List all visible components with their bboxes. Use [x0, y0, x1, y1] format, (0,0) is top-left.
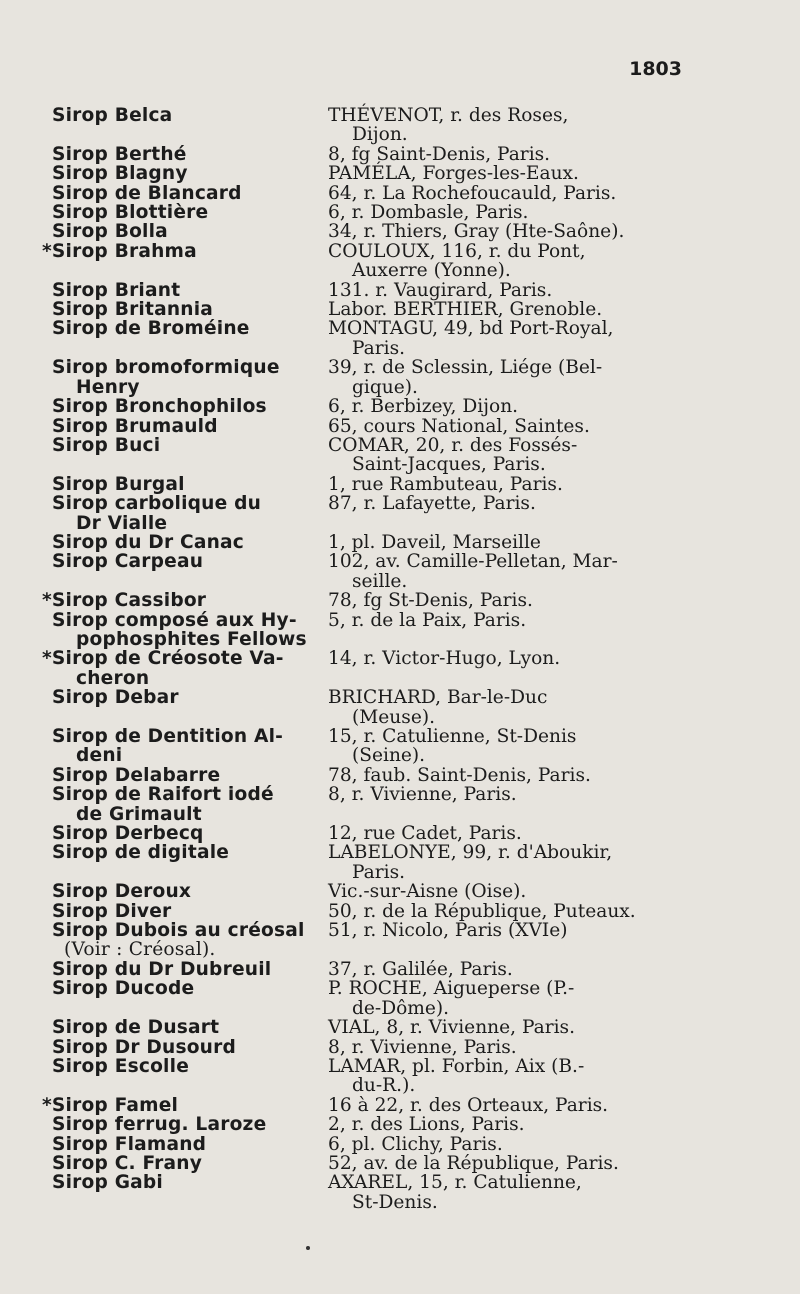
product-name-line: Sirop ferrug. Laroze [52, 1114, 267, 1136]
directory-entry [52, 979, 702, 1018]
address-line: COULOUX, 116, r. du Pont, [328, 240, 586, 262]
supplier-address [328, 436, 702, 475]
product-name-line: Sirop Brumauld [52, 415, 218, 437]
supplier-address [328, 533, 702, 552]
supplier-address [328, 1115, 702, 1134]
product-name [52, 203, 328, 222]
directory-entry [52, 727, 702, 766]
product-name [52, 1057, 328, 1096]
directory-entry [52, 397, 702, 416]
product-name-line: Sirop de Dentition Al- [52, 726, 284, 747]
product-name [52, 611, 328, 650]
product-name [52, 921, 328, 960]
product-name [52, 766, 328, 785]
supplier-address [328, 222, 702, 241]
address-line: 64, r. La Rochefoucauld, Paris. [328, 182, 617, 204]
address-line: VIAL, 8, r. Vivienne, Paris. [328, 1017, 576, 1039]
product-name [52, 319, 328, 358]
product-name [52, 1018, 328, 1037]
supplier-address [328, 902, 702, 921]
supplier-address [328, 319, 702, 358]
supplier-address [328, 591, 702, 610]
address-line: BRICHARD, Bar-le-Duc [328, 687, 548, 709]
address-line: AXAREL, 15, r. Catulienne, [328, 1172, 582, 1194]
address-line: 1, pl. Daveil, Marseille [328, 531, 541, 553]
directory-entry [52, 164, 702, 183]
product-name-line: Sirop composé aux Hy- [52, 609, 297, 631]
product-name-line: Sirop Buci [52, 434, 161, 456]
product-name-line: *Sirop Famel [42, 1094, 179, 1116]
product-name-line: Sirop bromoformique [52, 357, 280, 379]
supplier-address [328, 843, 702, 882]
product-name-line: Sirop Delabarre [52, 764, 221, 786]
product-name-line: *Sirop Cassibor [42, 590, 207, 612]
supplier-address [328, 1096, 702, 1115]
supplier-address [328, 979, 702, 1018]
product-name-line: Sirop Dr Dusourd [52, 1036, 236, 1058]
product-name [52, 417, 328, 436]
supplier-address [328, 611, 702, 650]
supplier-address [328, 494, 702, 533]
product-name-line: Sirop de Broméine [52, 318, 250, 340]
product-name [52, 1115, 328, 1134]
directory-entry [52, 1038, 702, 1057]
address-line: COMAR, 20, r. des Fossés- [328, 434, 578, 456]
directory-entry [52, 1057, 702, 1096]
product-name [52, 184, 328, 203]
directory-entry [52, 300, 702, 319]
product-name [52, 533, 328, 552]
product-name-continuation: pophosphites Fellows [76, 628, 307, 650]
product-name [52, 824, 328, 843]
directory-entry [52, 766, 702, 785]
address-continuation: (Meuse). [352, 706, 435, 728]
supplier-address [328, 164, 702, 183]
address-continuation: St-Denis. [352, 1191, 438, 1213]
product-name [42, 590, 328, 612]
product-name-line: Sirop Blottière [52, 202, 209, 224]
product-name-line: Sirop carbolique du [52, 493, 262, 515]
supplier-address [328, 766, 702, 785]
directory-entry [52, 475, 702, 494]
product-name [52, 494, 328, 533]
address-line: 8, r. Vivienne, Paris. [328, 1036, 517, 1058]
address-line: 8, r. Vivienne, Paris. [328, 784, 517, 806]
product-name-line: Sirop Briant [52, 279, 181, 301]
directory-entry [42, 590, 702, 612]
address-continuation: de-Dôme). [352, 997, 450, 1019]
product-name [52, 222, 328, 241]
product-name [52, 397, 328, 416]
address-line: Labor. BERTHIER, Grenoble. [328, 299, 603, 321]
product-name-line: *Sirop Brahma [42, 240, 197, 262]
product-name [52, 727, 328, 766]
supplier-address [328, 649, 702, 688]
product-name-continuation: deni [76, 745, 123, 767]
product-name [52, 785, 328, 824]
product-name-line: Sirop Carpeau [52, 551, 204, 573]
supplier-address [328, 145, 702, 164]
address-line: 52, av. de la République, Paris. [328, 1152, 619, 1174]
supplier-address [328, 417, 702, 436]
address-line: 87, r. Lafayette, Paris. [328, 493, 536, 515]
product-name-line: Sirop Deroux [52, 881, 192, 903]
directory-entry [52, 1173, 702, 1212]
address-line: 2, r. des Lions, Paris. [328, 1114, 525, 1136]
address-line: THÉVENOT, r. des Roses, [328, 105, 569, 126]
address-line: 34, r. Thiers, Gray (Hte-Saône). [328, 221, 625, 243]
directory-entry [52, 494, 702, 533]
product-name-line: Sirop Britannia [52, 299, 214, 321]
product-name [52, 164, 328, 183]
product-name-line: Sirop de Raifort iodé [52, 784, 274, 806]
supplier-address [328, 960, 702, 979]
product-name-line: Sirop Burgal [52, 473, 185, 495]
product-name [52, 106, 328, 145]
product-name-line: Sirop Blagny [52, 163, 188, 185]
product-name [52, 145, 328, 164]
product-name-line: Sirop Debar [52, 687, 179, 709]
supplier-address [328, 552, 702, 591]
address-continuation: (Seine). [352, 745, 426, 767]
directory-entry [52, 436, 702, 475]
product-name-line: Sirop C. Frany [52, 1152, 203, 1174]
product-name-line: Sirop Bronchophilos [52, 396, 267, 418]
product-name-line: Sirop Flamand [52, 1133, 207, 1155]
product-name [52, 843, 328, 882]
address-line: 6, pl. Clichy, Paris. [328, 1133, 503, 1155]
address-line: MONTAGU, 49, bd Port-Royal, [328, 318, 614, 340]
supplier-address [328, 688, 702, 727]
address-continuation: gique). [352, 376, 418, 398]
ink-dot [306, 1246, 310, 1250]
address-line: PAMÉLA, Forges-les-Eaux. [328, 163, 579, 185]
product-name-line: *Sirop de Créosote Va- [42, 648, 284, 670]
product-name-continuation: cheron [76, 667, 150, 689]
product-name [52, 902, 328, 921]
product-name-line: Sirop Diver [52, 900, 172, 922]
address-line: 51, r. Nicolo, Paris (XVIe) [328, 920, 568, 942]
supplier-address [328, 300, 702, 319]
supplier-address [328, 184, 702, 203]
product-name-line: Sirop de digitale [52, 842, 230, 864]
directory-entry [52, 688, 702, 727]
product-name-line: Sirop Dubois au créosal [52, 920, 305, 942]
address-line: 6, r. Dombasle, Paris. [328, 202, 529, 224]
directory-entry [52, 203, 702, 222]
address-line: 102, av. Camille-Pelletan, Mar- [328, 551, 618, 573]
supplier-address [328, 882, 702, 901]
product-name [52, 1154, 328, 1173]
directory-entry [52, 358, 702, 397]
directory-entry [52, 106, 702, 145]
supplier-address [328, 1135, 702, 1154]
product-name [52, 960, 328, 979]
directory-entry [42, 648, 702, 689]
product-name-line: Sirop Ducode [52, 978, 195, 1000]
directory-entry [52, 882, 702, 901]
directory-entry [42, 240, 702, 282]
address-continuation: Auxerre (Yonne). [352, 260, 511, 282]
directory-entry [52, 921, 702, 960]
product-name [52, 436, 328, 475]
product-name-line: Sirop du Dr Canac [52, 531, 244, 553]
directory-entry [52, 785, 702, 824]
product-name-continuation: Dr Vialle [76, 512, 168, 534]
product-name [52, 688, 328, 727]
address-continuation: Paris. [352, 861, 406, 883]
directory-entry [52, 960, 702, 979]
product-name-line: Sirop Escolle [52, 1055, 190, 1077]
address-continuation: seille. [352, 570, 408, 592]
product-name [52, 1038, 328, 1057]
product-name-line: Sirop de Dusart [52, 1017, 220, 1039]
address-line: LABELONYE, 99, r. d'Aboukir, [328, 842, 613, 864]
address-continuation: Saint-Jacques, Paris. [352, 454, 546, 476]
supplier-address [328, 1154, 702, 1173]
supplier-address [328, 1057, 702, 1096]
supplier-address [328, 281, 702, 300]
supplier-address [328, 824, 702, 843]
directory-entry [52, 417, 702, 436]
directory-entry [52, 824, 702, 843]
supplier-address [328, 397, 702, 416]
address-line: Vic.-sur-Aisne (Oise). [328, 881, 527, 903]
directory-entry [52, 1154, 702, 1173]
product-name [52, 475, 328, 494]
directory-entry [52, 843, 702, 882]
directory-entry [52, 281, 702, 300]
supplier-address [328, 1173, 702, 1212]
address-continuation: Dijon. [352, 124, 408, 146]
address-line: 15, r. Catulienne, St-Denis [328, 726, 577, 747]
address-line: 78, faub. Saint-Denis, Paris. [328, 764, 591, 786]
directory-entry [52, 552, 702, 591]
product-name-continuation: Henry [76, 376, 140, 398]
product-name-line: Sirop Bolla [52, 221, 168, 243]
product-name [42, 1094, 328, 1116]
address-line: 65, cours National, Saintes. [328, 415, 590, 437]
product-name-line: Sirop Belca [52, 105, 173, 126]
product-name [52, 300, 328, 319]
supplier-address [328, 358, 702, 397]
product-name-line: Sirop Derbecq [52, 823, 204, 845]
address-line: 16 à 22, r. des Orteaux, Paris. [328, 1094, 609, 1116]
product-name [42, 240, 328, 281]
directory-entry [52, 902, 702, 921]
address-line: 8, fg Saint-Denis, Paris. [328, 143, 551, 165]
supplier-address [328, 203, 702, 222]
supplier-address [328, 242, 702, 281]
address-line: P. ROCHE, Aigueperse (P.- [328, 978, 575, 1000]
supplier-address [328, 785, 702, 824]
directory-entry [52, 184, 702, 203]
address-line: 12, rue Cadet, Paris. [328, 823, 522, 845]
supplier-address [328, 727, 702, 766]
product-name [52, 358, 328, 397]
product-name-line: Sirop du Dr Dubreuil [52, 958, 272, 980]
address-line: 39, r. de Sclessin, Liége (Bel- [328, 357, 603, 379]
address-line: 50, r. de la République, Puteaux. [328, 900, 636, 922]
product-name-line: Sirop Berthé [52, 143, 187, 165]
product-name-continuation: de Grimault [76, 803, 202, 825]
directory-entry [52, 611, 702, 650]
address-line: 5, r. de la Paix, Paris. [328, 609, 527, 631]
product-name [52, 979, 328, 1018]
product-name-line: Sirop de Blancard [52, 182, 242, 204]
directory-entry [42, 1094, 702, 1116]
product-name [52, 281, 328, 300]
address-line: 131. r. Vaugirard, Paris. [328, 279, 553, 301]
directory-entry [52, 1135, 702, 1154]
directory-entry [52, 145, 702, 164]
supplier-address [328, 106, 702, 145]
directory-entry [52, 319, 702, 358]
address-line: 6, r. Berbizey, Dijon. [328, 396, 519, 418]
directory-entry [52, 533, 702, 552]
supplier-address [328, 921, 702, 960]
directory-entry [52, 1018, 702, 1037]
directory-entry [52, 222, 702, 241]
product-name [52, 1135, 328, 1154]
address-line: 1, rue Rambuteau, Paris. [328, 473, 563, 495]
product-name [52, 552, 328, 591]
product-name-continuation: (Voir : Créosal). [64, 939, 216, 961]
directory-entry [52, 1115, 702, 1134]
product-name-line: Sirop Gabi [52, 1172, 163, 1194]
product-name [42, 648, 328, 689]
supplier-address [328, 1038, 702, 1057]
page-number: 1803 [629, 58, 682, 80]
product-name [52, 1173, 328, 1212]
supplier-address [328, 1018, 702, 1037]
address-line: 37, r. Galilée, Paris. [328, 958, 513, 980]
product-name [52, 882, 328, 901]
supplier-address [328, 475, 702, 494]
address-line: 14, r. Victor-Hugo, Lyon. [328, 648, 561, 670]
address-continuation: Paris. [352, 337, 406, 359]
directory-list [42, 105, 702, 1213]
address-continuation: du-R.). [352, 1075, 416, 1097]
address-line: 78, fg St-Denis, Paris. [328, 590, 533, 612]
address-line: LAMAR, pl. Forbin, Aix (B.- [328, 1055, 585, 1077]
